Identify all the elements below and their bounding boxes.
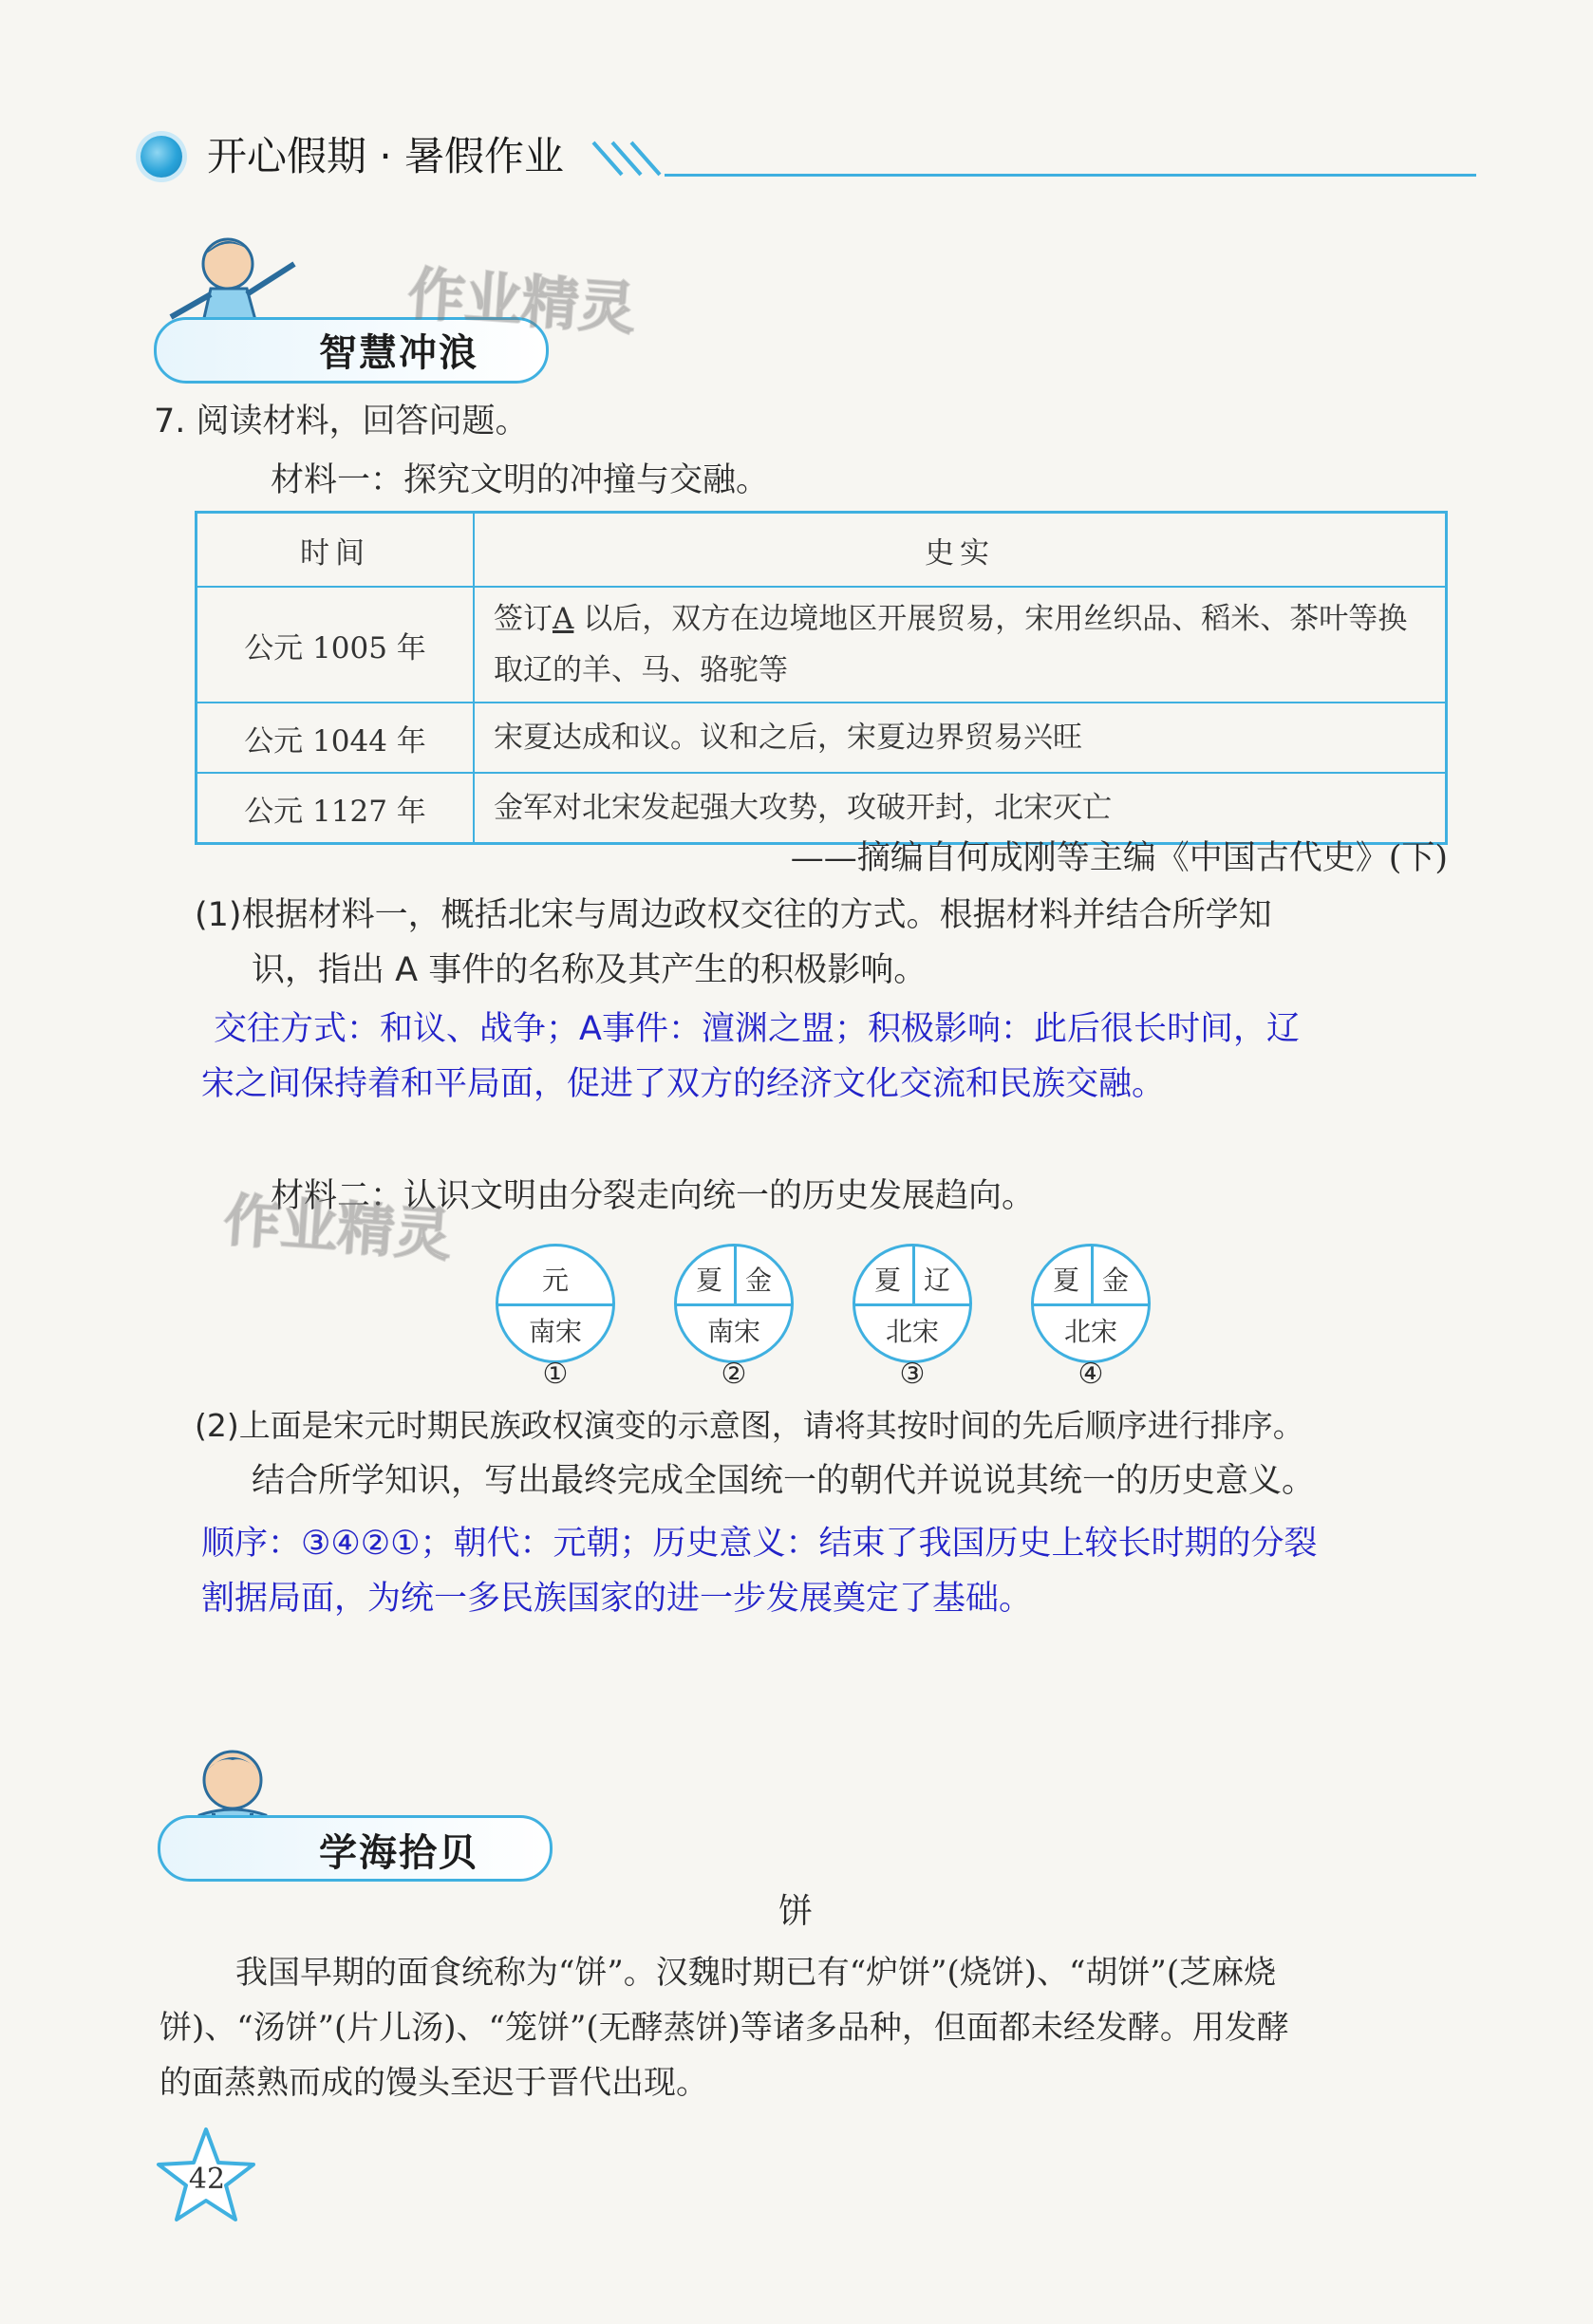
header-slash-decoration xyxy=(589,141,674,178)
answer1-line2: 宋之间保持着和平局面，促进了双方的经济文化交流和民族交融。 xyxy=(201,1065,1166,1103)
table-cell-time: 公元 1127 年 xyxy=(197,773,475,844)
table-row xyxy=(197,773,1447,844)
fact-rest: 以后，双方在边境地区开展贸易，宋用丝织品、稻米、茶叶等换取辽的羊、马、骆驼等 xyxy=(494,602,1408,687)
material1-table xyxy=(195,511,1448,845)
material1-title: 材料一：探究文明的冲撞与交融。 xyxy=(271,461,770,499)
circle-bottom-label: 北宋 xyxy=(1063,1316,1117,1347)
article-title: 饼 xyxy=(778,1892,814,1931)
circle-top-label: 元 xyxy=(541,1265,569,1296)
circle-bottom-label: 北宋 xyxy=(885,1316,939,1347)
section-badge-label: 智慧冲浪 xyxy=(319,331,478,375)
table-row xyxy=(197,703,1447,773)
answer1-line1: 交往方式：和议、战争；A事件：澶渊之盟；积极影响：此后很长时间，辽 xyxy=(214,1010,1300,1048)
article-line1: 我国早期的面食统称为“饼”。汉魏时期已有“炉饼”(烧饼)、“胡饼”(芝麻烧 xyxy=(235,1954,1277,1992)
table-cell-fact: 宋夏达成和议。议和之后，宋夏边界贸易兴旺 xyxy=(474,703,1447,773)
q2-line1: (2)上面是宋元时期民族政权演变的示意图，请将其按时间的先后顺序进行排序。 xyxy=(195,1407,1304,1444)
table-cell-time: 公元 1005 年 xyxy=(197,587,475,703)
header-title: 开心假期 · 暑假作业 xyxy=(207,133,565,179)
diagram-number: ② xyxy=(721,1358,747,1391)
section-badge-label: 学海拾贝 xyxy=(319,1831,478,1875)
table-header-fact: 史实 xyxy=(474,513,1447,588)
table-cell-fact xyxy=(474,587,1447,703)
question-stem: 7. 阅读材料，回答问题。 xyxy=(154,403,529,440)
circle-top-left-label: 夏 xyxy=(874,1265,902,1296)
q1-line1: (1)根据材料一，概括北宋与周边政权交往的方式。根据材料并结合所学知 xyxy=(195,896,1272,934)
material2-title: 材料二：认识文明由分裂走向统一的历史发展趋向。 xyxy=(271,1177,1036,1215)
regime-diagram-3 xyxy=(853,1244,972,1363)
regime-diagram-4 xyxy=(1031,1244,1151,1363)
circle-top-right-label: 金 xyxy=(1102,1265,1130,1296)
circle-bottom-label: 南宋 xyxy=(706,1316,760,1347)
circle-top-left-label: 夏 xyxy=(1053,1265,1080,1296)
answer2-line1: 顺序：③④②①；朝代：元朝；历史意义：结束了我国历史上较长时期的分裂 xyxy=(201,1525,1318,1563)
header-logo-dot xyxy=(141,136,182,178)
article-line3: 的面蒸熟而成的馒头至迟于晋代出现。 xyxy=(159,2064,708,2102)
circle-top-right-label: 金 xyxy=(745,1265,773,1296)
fact-mark-a: A xyxy=(553,602,574,636)
regime-diagram-1 xyxy=(496,1244,615,1363)
material1-source: ——摘编自何成刚等主编《中国古代史》(下) xyxy=(790,839,1448,877)
answer2-line2: 割据局面，为统一多民族国家的进一步发展奠定了基础。 xyxy=(201,1580,1033,1618)
table-cell-fact: 金军对北宋发起强大攻势，攻破开封，北宋灭亡 xyxy=(474,773,1447,844)
q2-line2: 结合所学知识，写出最终完成全国统一的朝代并说说其统一的历史意义。 xyxy=(252,1462,1316,1500)
table-header-row xyxy=(197,513,1447,588)
header-rule xyxy=(665,174,1476,177)
table-row xyxy=(197,587,1447,703)
diagram-number: ① xyxy=(542,1358,569,1391)
page-number: 42 xyxy=(188,2163,226,2196)
diagram-number: ④ xyxy=(1078,1358,1104,1391)
watermark-text-2: 作业精灵 xyxy=(221,1187,454,1270)
circle-bottom-label: 南宋 xyxy=(528,1316,582,1347)
table-header-time: 时间 xyxy=(197,513,475,588)
fact-prefix: 签订 xyxy=(494,602,553,636)
table-cell-time: 公元 1044 年 xyxy=(197,703,475,773)
circle-top-right-label: 辽 xyxy=(924,1265,951,1296)
circle-top-left-label: 夏 xyxy=(696,1265,723,1296)
article-line2: 饼)、“汤饼”(片儿汤)、“笼饼”(无酵蒸饼)等诸多品种，但面都未经发酵。用发酵 xyxy=(159,2009,1289,2047)
q1-line2: 识，指出 A 事件的名称及其产生的积极影响。 xyxy=(252,951,928,989)
regime-diagram-2 xyxy=(674,1244,794,1363)
diagram-number: ③ xyxy=(899,1358,926,1391)
watermark-text: 作业精灵 xyxy=(405,260,638,344)
